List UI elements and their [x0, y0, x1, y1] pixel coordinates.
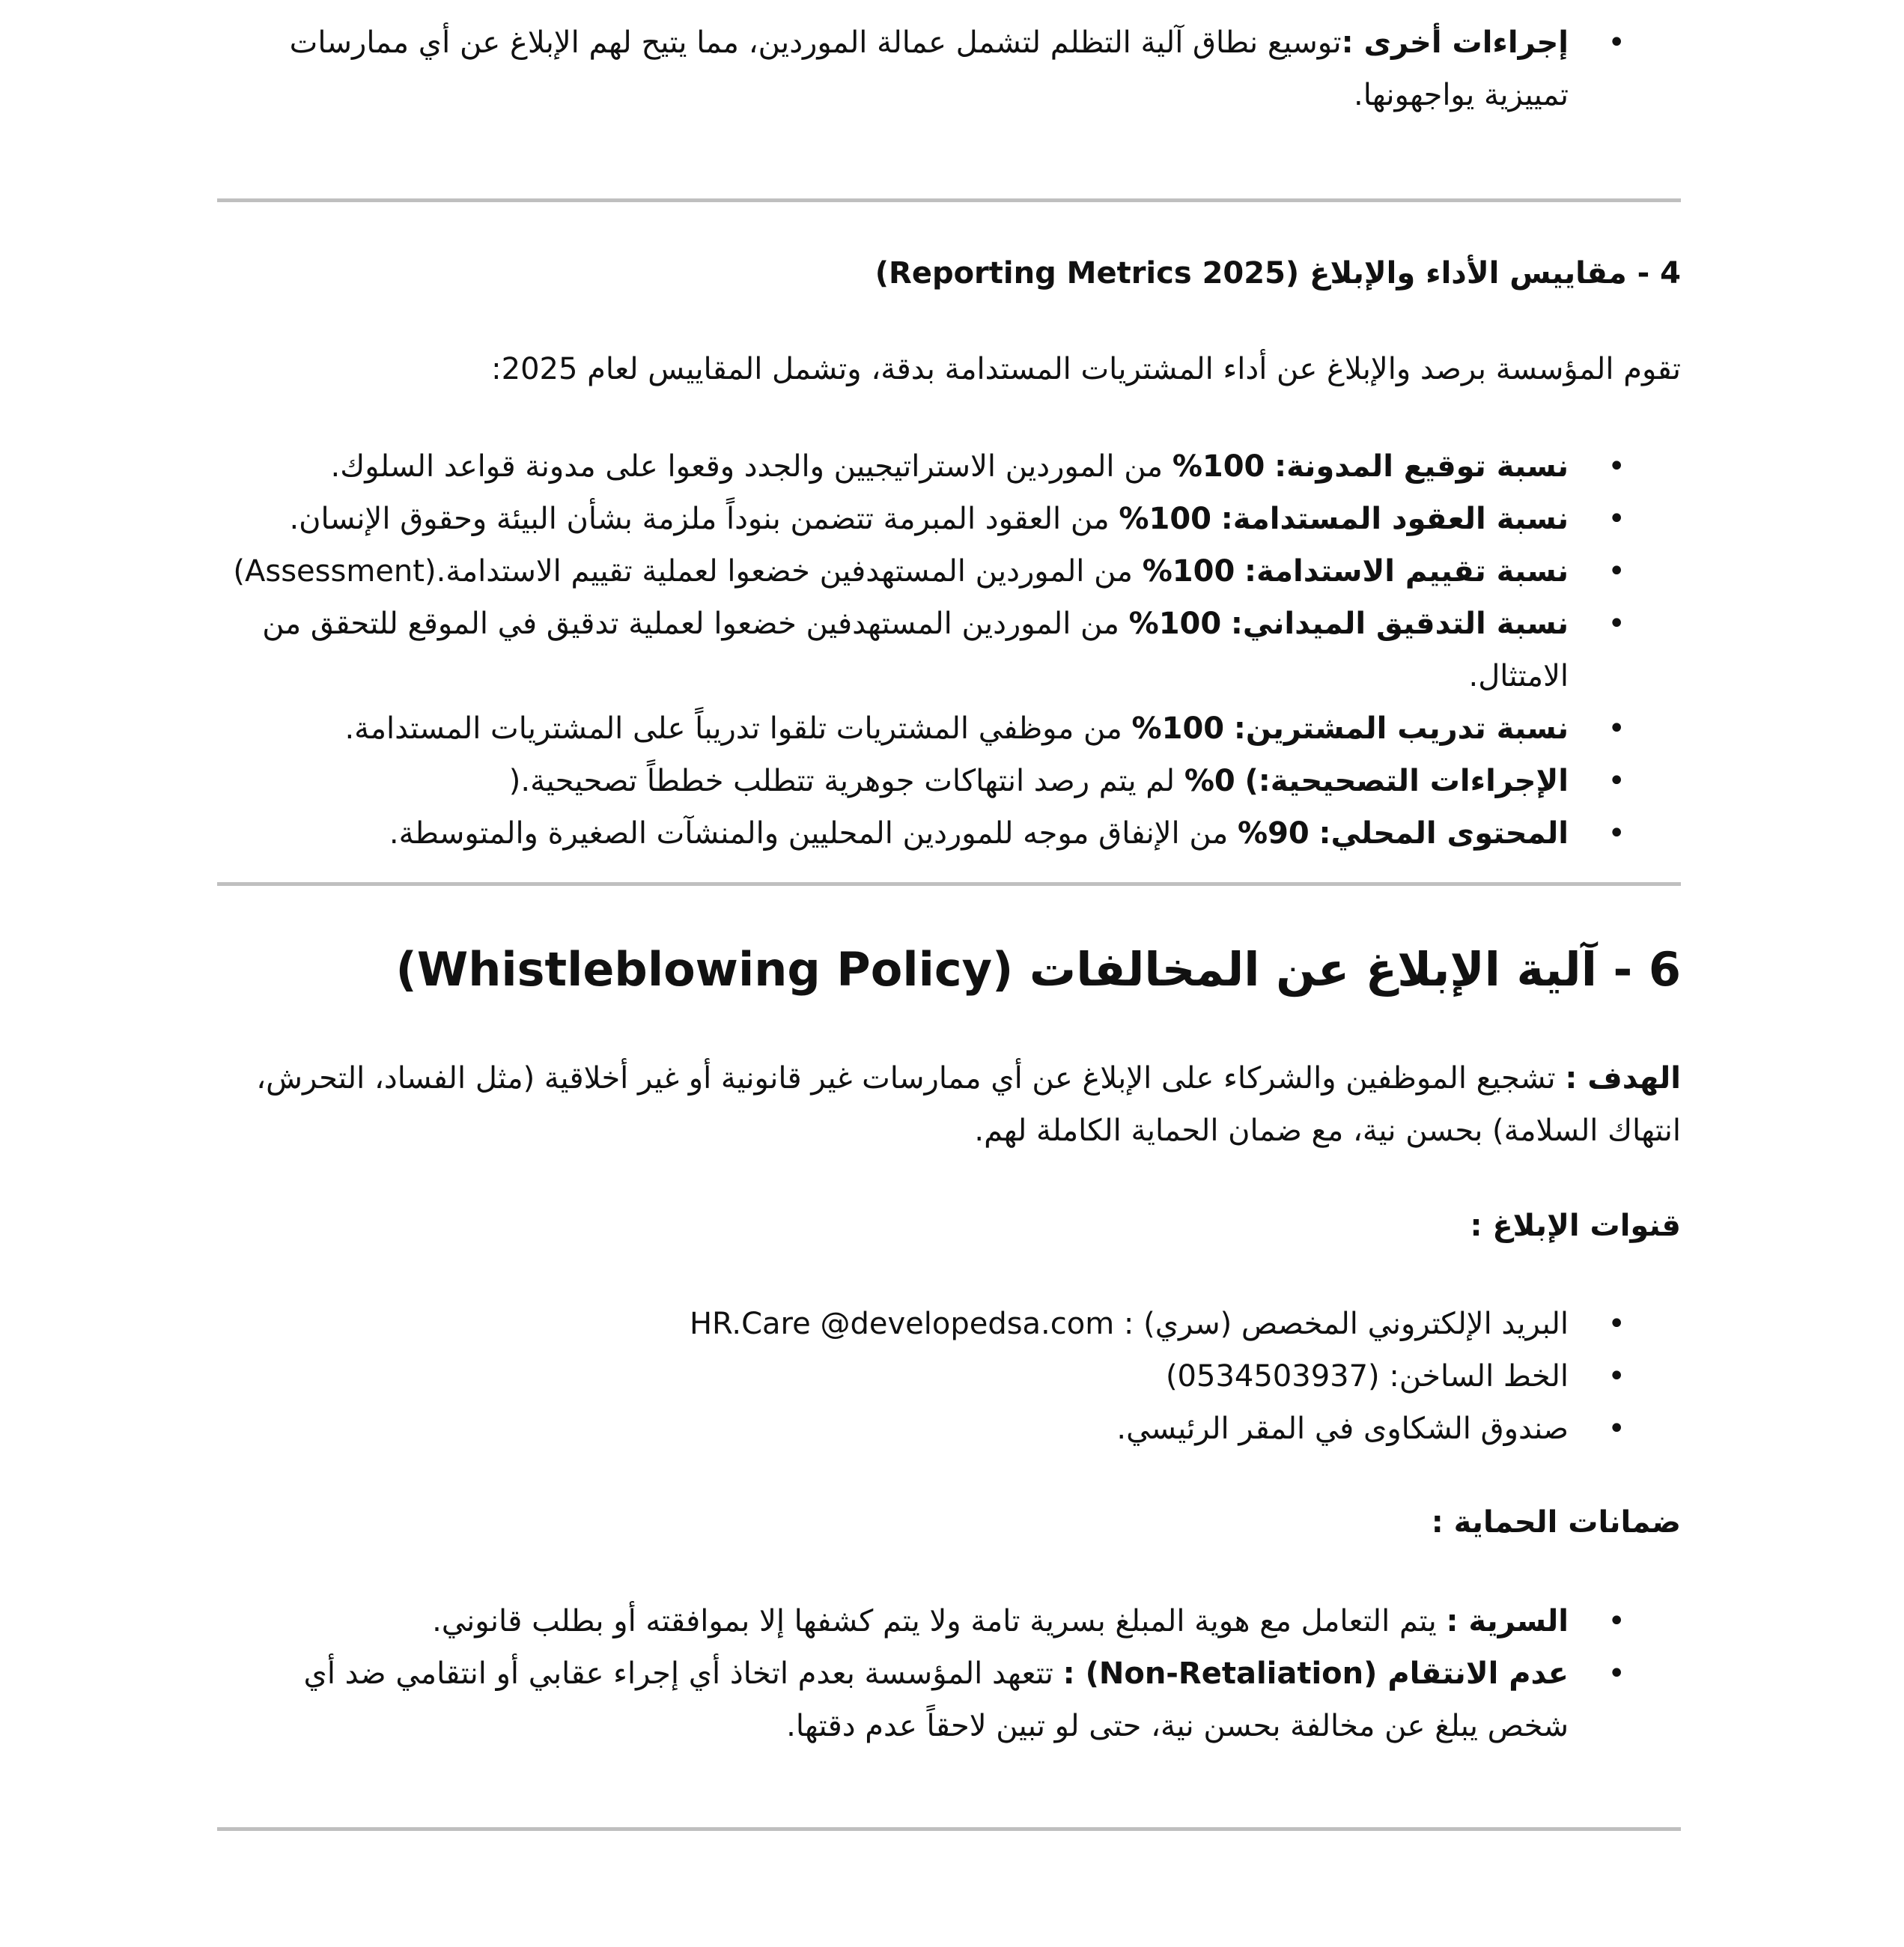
bullet-icon: •: [1608, 502, 1625, 536]
metric-value: 100%: [1172, 449, 1265, 484]
metric-label: نسبة التدقيق الميداني:: [1230, 607, 1569, 641]
goal-label: الهدف :: [1565, 1061, 1681, 1096]
section4-heading: 4 - مقاييس الأداء والإبلاغ (Reporting Metrics 2025): [875, 256, 1681, 291]
channel-hotline: الخط الساخن: (0534503937): [1165, 1359, 1569, 1394]
channel-email: البريد الإلكتروني المخصص (سري) : HR.Care @developedsa.com: [689, 1307, 1569, 1341]
list-item: [217, 1595, 1625, 1647]
divider: [217, 882, 1681, 886]
bullet-icon: •: [1608, 607, 1625, 641]
metric-text: من موظفي المشتريات تلقوا تدريباً على المشتريات المستدامة.: [344, 711, 1132, 746]
section4-heading-wrap: [217, 247, 1681, 300]
metric-label: نسبة تقييم الاستدامة:: [1244, 554, 1569, 589]
protection-label: السرية :: [1446, 1604, 1569, 1638]
goal-paragraph: [217, 1052, 1681, 1157]
list-item: [217, 598, 1625, 702]
list-item: [217, 16, 1625, 121]
metric-text: من الإنفاق موجه للموردين المحليين والمنشآت الصغيرة والمتوسطة.: [389, 816, 1238, 851]
metric-label: الإجراءات التصحيحية:): [1244, 764, 1569, 798]
bullet-icon: •: [1608, 1359, 1625, 1394]
list-item: [217, 493, 1625, 545]
protection-heading: ضمانات الحماية :: [1431, 1505, 1681, 1540]
metric-text: من الموردين الاستراتيجيين والجدد وقعوا على مدونة قواعد السلوك.: [330, 449, 1172, 484]
list-item: [217, 545, 1625, 598]
list-item: [217, 1298, 1625, 1350]
list-item: [217, 440, 1625, 493]
channels-list: [217, 1298, 1681, 1455]
protection-label: عدم الانتقام (Non-Retaliation) :: [1062, 1656, 1569, 1691]
metric-value: 100%: [1142, 554, 1235, 589]
metric-label: نسبة العقود المستدامة:: [1220, 502, 1569, 536]
section4-intro: تقوم المؤسسة برصد والإبلاغ عن أداء المشتريات المستدامة بدقة، وتشمل المقاييس لعام 2025:: [491, 352, 1681, 386]
channels-heading-wrap: [217, 1200, 1681, 1252]
metric-value: 0%: [1184, 764, 1235, 798]
list-item: [217, 1350, 1625, 1403]
bullet-icon: •: [1608, 1412, 1625, 1446]
bullet-icon: •: [1608, 1604, 1625, 1638]
section6-heading: 6 - آلية الإبلاغ عن المخالفات (Whistleblowing Policy): [395, 942, 1681, 997]
bullet-icon: •: [1608, 554, 1625, 589]
metric-text: من الموردين المستهدفين خضعوا لعملية تدقيق في الموقع للتحقق من الامتثال.: [262, 607, 1569, 693]
list-item: [217, 702, 1625, 755]
list-item: [217, 807, 1625, 860]
item-label: إجراءات أخرى :: [1341, 25, 1569, 60]
channels-heading: قنوات الإبلاغ :: [1470, 1209, 1681, 1243]
bullet-icon: •: [1608, 764, 1625, 798]
goal-text: تشجيع الموظفين والشركاء على الإبلاغ عن أي ممارسات غير قانونية أو غير أخلاقية (مثل الفساد، التحرش، انتهاك السلامة) بحسن نية، مع ضمان الحماية الكاملة لهم.: [256, 1061, 1681, 1148]
list-item: [217, 1403, 1625, 1455]
divider: [217, 198, 1681, 202]
list-item: [217, 1647, 1625, 1752]
top-list: [217, 16, 1681, 121]
bullet-icon: •: [1608, 25, 1625, 60]
metrics-list-wrap: [217, 440, 1681, 860]
bullet-icon: •: [1608, 1307, 1625, 1341]
bullet-icon: •: [1608, 1656, 1625, 1691]
protection-text: يتم التعامل مع هوية المبلغ بسرية تامة ولا يتم كشفها إلا بموافقته أو بطلب قانوني.: [432, 1604, 1447, 1638]
document-page: [217, 0, 1681, 1947]
section4-intro-wrap: [217, 343, 1681, 395]
channel-box: صندوق الشكاوى في المقر الرئيسي.: [1116, 1412, 1569, 1446]
item-text: توسيع نطاق آلية التظلم لتشمل عمالة الموردين، مما يتيح لهم الإبلاغ عن أي ممارسات تمييزية يواجهونها.: [289, 25, 1569, 112]
metric-value: 100%: [1128, 607, 1222, 641]
channels-list-wrap: [217, 1298, 1681, 1455]
metric-label: المحتوى المحلي:: [1318, 816, 1569, 851]
metric-value: 100%: [1131, 711, 1225, 746]
protection-text: تتعهد المؤسسة بعدم اتخاذ أي إجراء عقابي أو انتقامي ضد أي شخص يبلغ عن مخالفة بحسن نية، حتى لو تبين لاحقاً عدم دقتها.: [303, 1656, 1569, 1743]
protection-heading-wrap: [217, 1496, 1681, 1549]
metric-label: نسبة توقيع المدونة:: [1274, 449, 1569, 484]
bullet-icon: •: [1608, 816, 1625, 851]
metric-label: نسبة تدريب المشترين:: [1233, 711, 1569, 746]
goal-wrap: [217, 1052, 1681, 1157]
section6-heading-wrap: [217, 936, 1681, 1003]
metrics-list: [217, 440, 1681, 860]
bullet-icon: •: [1608, 449, 1625, 484]
metric-value: 90%: [1237, 816, 1310, 851]
metric-text: لم يتم رصد انتهاكات جوهرية تتطلب خططاً تصحيحية.(: [508, 764, 1184, 798]
bullet-icon: •: [1608, 711, 1625, 746]
protection-list-wrap: [217, 1595, 1681, 1752]
divider: [217, 1827, 1681, 1831]
metric-text: من الموردين المستهدفين خضعوا لعملية تقييم الاستدامة.(Assessment): [233, 554, 1143, 589]
protection-list: [217, 1595, 1681, 1752]
list-item: [217, 755, 1625, 807]
metric-text: من العقود المبرمة تتضمن بنوداً ملزمة بشأن البيئة وحقوق الإنسان.: [289, 502, 1119, 536]
metric-value: 100%: [1119, 502, 1211, 536]
